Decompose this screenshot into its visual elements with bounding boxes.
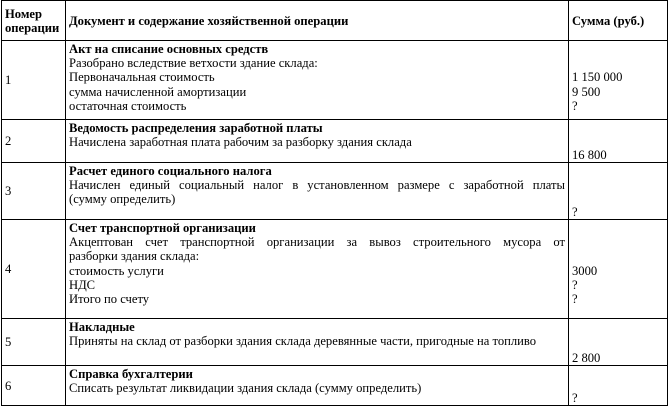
description-line: НДС — [69, 277, 96, 292]
document-title: Акт на списание основных средств — [69, 42, 269, 56]
description-line: сумма начисленной амортизации — [69, 84, 247, 99]
description-line: Начислена заработная плата рабочим за разборку здания склада — [69, 135, 412, 150]
document-title: Ведомость распределения заработной платы — [69, 121, 323, 135]
table-row — [2, 120, 668, 163]
operation-number: 1 — [2, 41, 66, 120]
sum-value: 1 150 000 — [572, 70, 623, 85]
header-sum: Сумма (руб.) — [569, 1, 668, 41]
document-title: Счет транспортной организации — [69, 221, 256, 235]
description-line: Приняты на склад от разборки здания склада деревянные части, пригодные на топливо — [69, 334, 537, 349]
document-title: Накладные — [69, 320, 135, 334]
operation-number: 4 — [2, 220, 66, 319]
description-line: Итого по счету — [69, 292, 150, 307]
operation-sum — [569, 220, 668, 319]
sum-value: ? — [572, 291, 578, 306]
operation-description — [66, 120, 569, 163]
description-line: Списать результат ликвидации здания склада (сумму определить) — [69, 381, 422, 396]
header-number-line-1: Номер — [5, 6, 43, 21]
description-line: Акцептован счет транспортной организации за вывоз строительного мусора от — [69, 235, 565, 250]
sum-value: ? — [572, 277, 578, 292]
operation-sum — [569, 41, 668, 120]
description-line: Разобрано вследствие ветхости здание склада: — [69, 56, 318, 71]
header-row — [2, 1, 668, 41]
operation-description — [66, 366, 569, 406]
description-line: Первоначальная стоимость — [69, 70, 215, 85]
operation-number: 6 — [2, 366, 66, 406]
sum-value: 16 800 — [572, 147, 607, 162]
operation-number: 5 — [2, 319, 66, 366]
operation-sum — [569, 163, 668, 220]
table-row — [2, 163, 668, 220]
sum-value: 3000 — [572, 263, 598, 278]
table-row — [2, 366, 668, 406]
operation-number: 3 — [2, 163, 66, 220]
operation-description — [66, 220, 569, 319]
description-line: (сумму определить) — [69, 192, 176, 207]
header-number-line-2: операции — [5, 21, 60, 35]
operation-sum — [569, 366, 668, 406]
table-row — [2, 220, 668, 319]
document-title: Справка бухгалтерии — [69, 367, 193, 381]
sum-value: ? — [572, 390, 578, 405]
document-title: Расчет единого социального налога — [69, 164, 272, 178]
description-line: Начислен единый социальный налог в установленном размере с заработной платы — [69, 178, 565, 193]
description-line: разборки здания склада: — [69, 249, 200, 264]
operation-number: 2 — [2, 120, 66, 163]
table-row — [2, 319, 668, 366]
sum-value: 2 800 — [572, 350, 601, 365]
table-row — [2, 41, 668, 120]
operations-table — [1, 0, 668, 406]
header-document: Документ и содержание хозяйственной операции — [66, 1, 569, 41]
description-line: стоимость услуги — [69, 263, 164, 278]
sum-value: ? — [572, 98, 578, 113]
operation-sum — [569, 319, 668, 366]
header-number — [2, 1, 66, 41]
operation-description — [66, 41, 569, 120]
sum-value: ? — [572, 204, 578, 219]
description-line: остаточная стоимость — [69, 98, 187, 113]
sum-value: 9 500 — [572, 84, 601, 99]
operation-sum — [569, 120, 668, 163]
operation-description — [66, 163, 569, 220]
operation-description — [66, 319, 569, 366]
